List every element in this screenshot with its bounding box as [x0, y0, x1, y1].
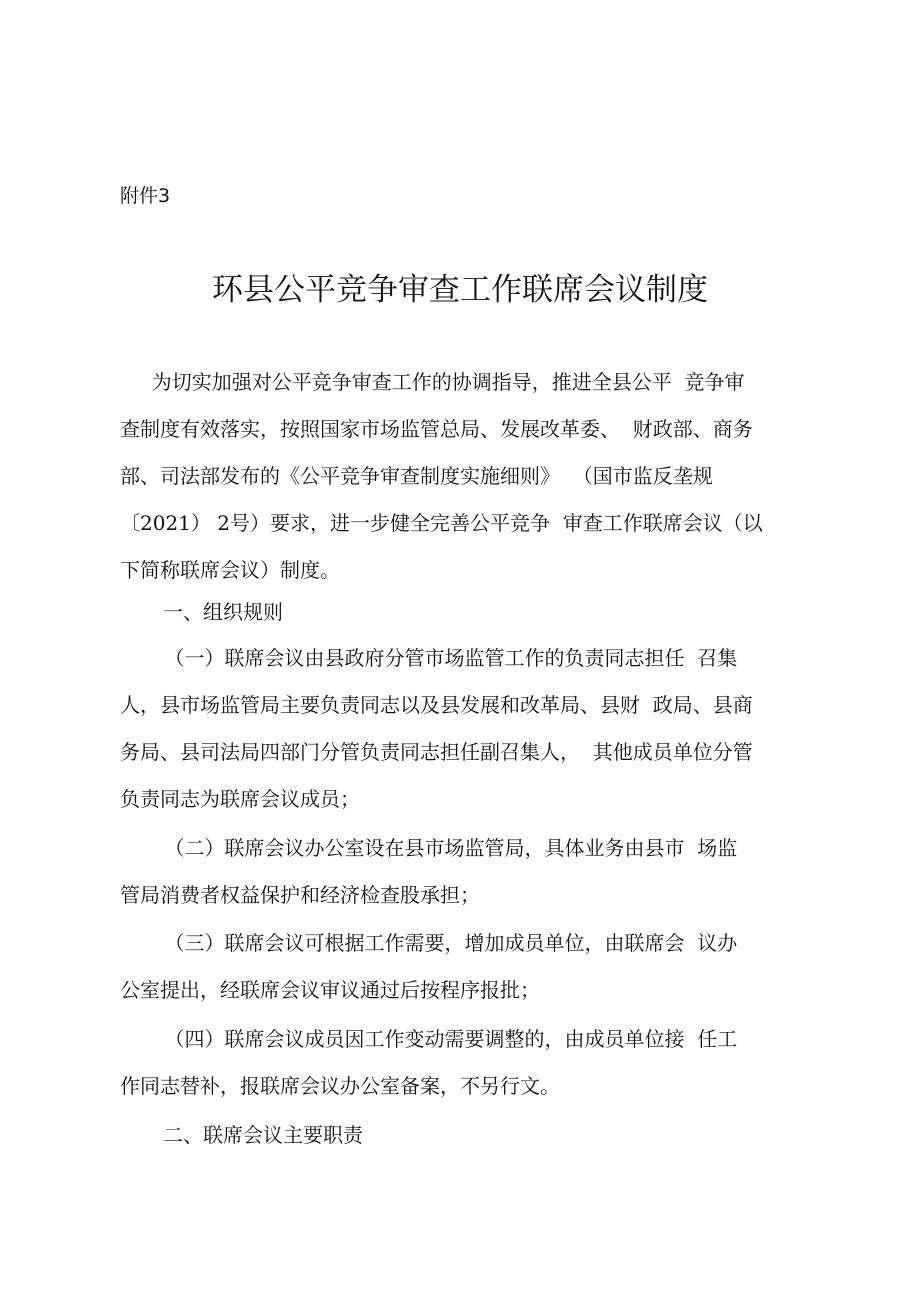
paragraph-line: （四）联席会议成员因工作变动需要调整的，由成员单位接 任工 [120, 1027, 738, 1051]
document-title: 环县公平竞争审查工作联席会议制度 [212, 272, 708, 308]
item-3-paragraph [120, 920, 737, 1014]
paragraph-line: （一）联席会议由县政府分管市场监管工作的负责同志担任 召集 [120, 646, 738, 670]
paragraph-line: 下简称联席会议）制度。 [120, 558, 340, 582]
section-heading-duties: 二、联席会议主要职责 [163, 1123, 363, 1147]
paragraph-line: 务局、县司法局四部门分管负责同志担任副召集人， 其他成员单位分管 [120, 740, 753, 764]
paragraph-line: 作同志替补，报联席会议办公室备案，不另行文。 [120, 1074, 560, 1098]
paragraph-line: 公室提出，经联席会议审议通过后按程序报批； [120, 978, 540, 1002]
item-4-paragraph [120, 1016, 737, 1110]
item-2-paragraph [120, 825, 737, 919]
intro-paragraph [120, 359, 763, 594]
paragraph-line: 〔2021） 2号）要求，进一步健全完善公平竞争 审查工作联席会议（以 [120, 511, 763, 535]
paragraph-line: （三）联席会议可根据工作需要，增加成员单位，由联席会 议办 [120, 931, 738, 955]
paragraph-line: 查制度有效落实，按照国家市场监管总局、发展改革委、 财政部、商务 [120, 417, 753, 441]
section-heading-organization: 一、组织规则 [163, 600, 283, 624]
paragraph-line: 为切实加强对公平竞争审查工作的协调指导，推进全县公平 竞争审 [120, 370, 745, 394]
paragraph-line: 人，县市场监管局主要负责同志以及县发展和改革局、县财 政局、县商 [120, 693, 753, 717]
item-1-paragraph [120, 635, 753, 823]
paragraph-line: 管局消费者权益保护和经济检查股承担； [120, 883, 480, 907]
paragraph-line: （二）联席会议办公室设在县市场监管局，具体业务由县市 场监 [120, 836, 738, 860]
paragraph-line: 负责同志为联席会议成员； [120, 787, 360, 811]
attachment-label: 附件3 [120, 185, 171, 207]
paragraph-line: 部、司法部发布的《公平竞争审查制度实施细则》 （国市监反垄规 [120, 464, 713, 488]
